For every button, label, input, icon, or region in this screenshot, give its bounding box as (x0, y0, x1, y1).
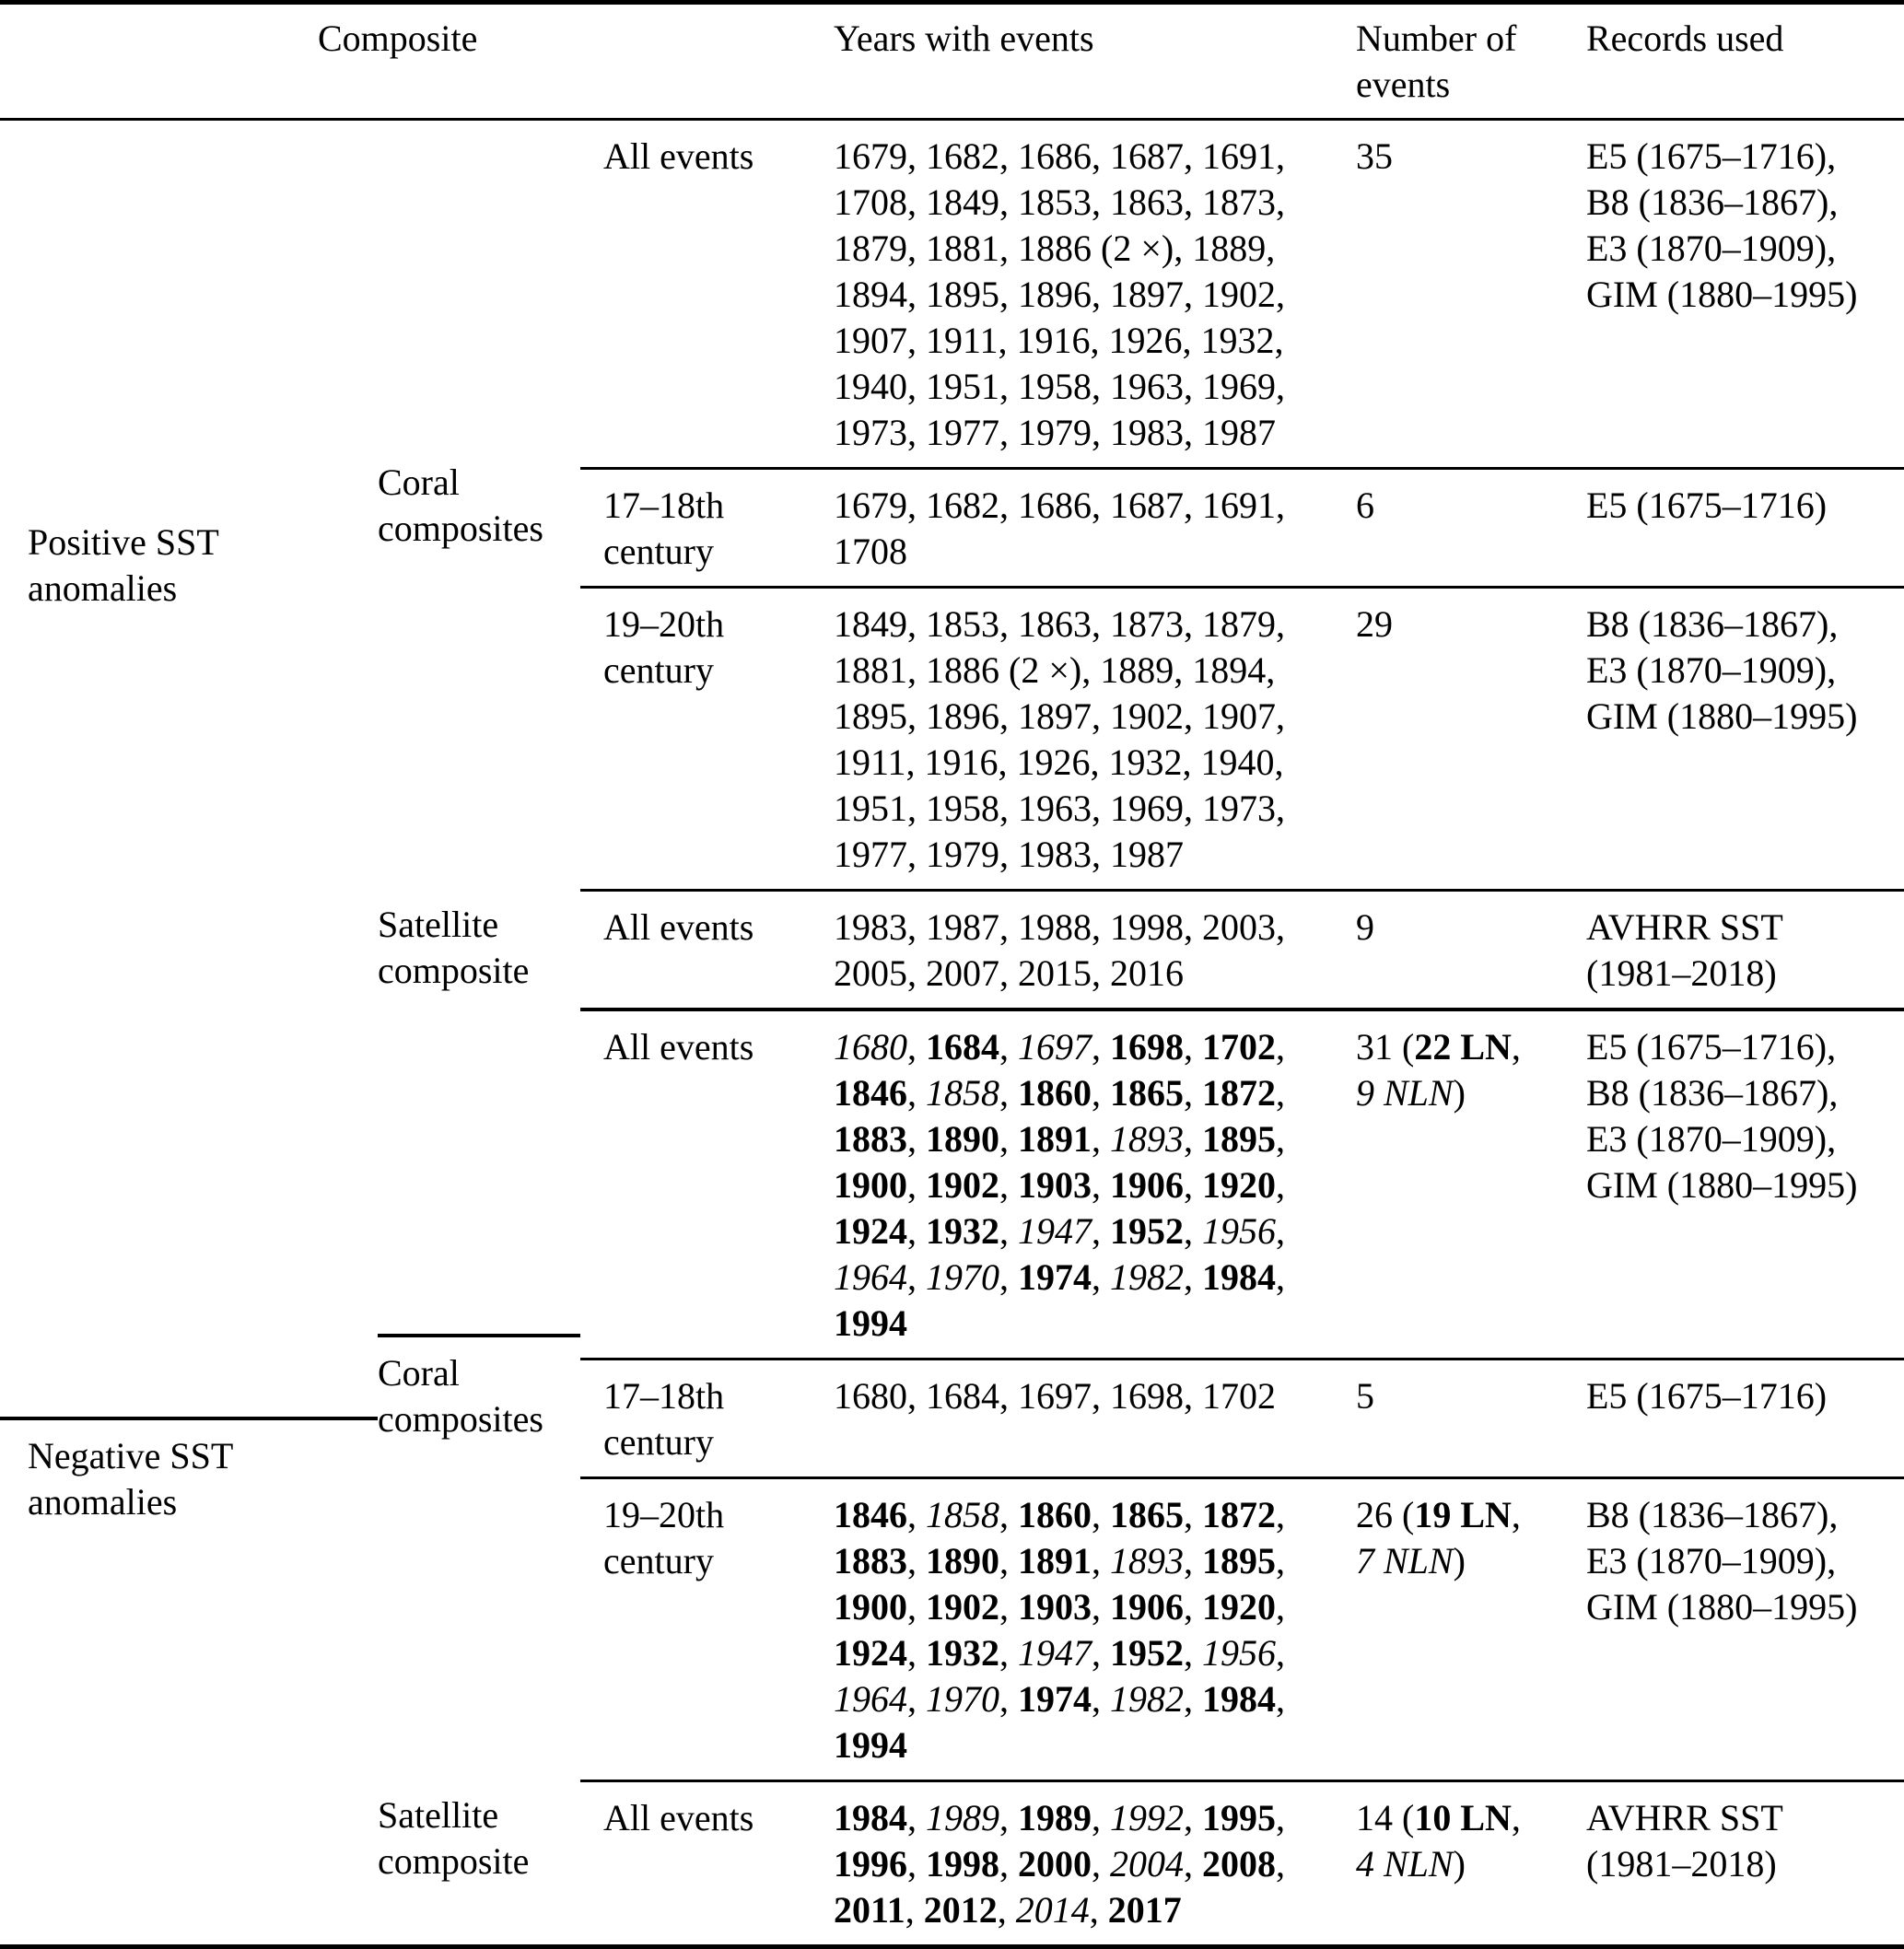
years-cell: 1680, 1684, 1697, 1698, 1702 (834, 1358, 1356, 1476)
table-header (0, 5, 1904, 121)
number-cell: 6 (1356, 467, 1586, 586)
years-cell: 1984, 1989, 1989, 1992, 1995, 1996, 1998, 2000, 2004, 2008, 2011, 2012, 2014, 2017 (834, 1780, 1356, 1944)
number-cell: 29 (1356, 586, 1586, 889)
period-cell: 19–20th century (580, 1476, 834, 1780)
period-cell: All events (580, 1008, 834, 1358)
col-header-number-of-events: Number of events (1356, 18, 1517, 105)
composite-label-coral-negative: Coral composites (378, 1334, 580, 1453)
table-body (0, 121, 1904, 1944)
composite-label-satellite-positive: Satellite composite (378, 904, 530, 991)
period-cell: All events (603, 135, 754, 177)
records-cell: E5 (1675–1716), B8 (1836–1867), E3 (1870–1909), GIM (1880–1995) (1586, 135, 1858, 315)
number-cell: 14 (10 LN, 4 NLN) (1356, 1780, 1586, 1944)
years-cell: 1680, 1684, 1697, 1698, 1702, 1846, 1858, 1860, 1865, 1872, 1883, 1890, 1891, 1893, 1895, 1900, 1902, 1903, 1906, 1920, 1924, 1932, 1947, 1952, 1956, 1964, 1970, 1974, 1982, 1984, 1994 (834, 1008, 1356, 1358)
years-cell: 1983, 1987, 1988, 1998, 2003, 2005, 2007, 2015, 2016 (834, 889, 1356, 1008)
records-cell: AVHRR SST (1981–2018) (1586, 889, 1904, 1008)
composite-label-coral-positive: Coral composites (378, 461, 543, 549)
years-cell: 1679, 1682, 1686, 1687, 1691, 1708, 1849, 1853, 1863, 1873, 1879, 1881, 1886 (2 ×), 1889, 1894, 1895, 1896, 1897, 1902, 1907, 1911, 1916, 1926, 1932, 1940, 1951, 1958, 1963, 1969, 1973, 1977, 1979, 1983, 1987 (834, 135, 1285, 453)
records-cell: E5 (1675–1716) (1586, 1358, 1904, 1476)
number-cell: 26 (19 LN, 7 NLN) (1356, 1476, 1586, 1780)
records-cell: B8 (1836–1867), E3 (1870–1909), GIM (1880–1995) (1586, 1476, 1904, 1780)
number-cell: 31 (22 LN, 9 NLN) (1356, 1008, 1586, 1358)
records-cell: E5 (1675–1716) (1586, 467, 1904, 586)
composite-label-satellite-negative: Satellite composite (378, 1794, 530, 1882)
section-label-negative-sst: Negative SST anomalies (0, 1417, 378, 1536)
number-cell: 9 (1356, 889, 1586, 1008)
period-cell: All events (580, 889, 834, 1008)
col-header-years-with-events: Years with events (834, 18, 1094, 59)
period-cell: 17–18th century (580, 467, 834, 586)
col-header-records-used: Records used (1586, 18, 1784, 59)
years-cell: 1846, 1858, 1860, 1865, 1872, 1883, 1890, 1891, 1893, 1895, 1900, 1902, 1903, 1906, 1920, 1924, 1932, 1947, 1952, 1956, 1964, 1970, 1974, 1982, 1984, 1994 (834, 1476, 1356, 1780)
number-cell: 5 (1356, 1358, 1586, 1476)
period-cell: 19–20th century (580, 586, 834, 889)
records-cell: B8 (1836–1867), E3 (1870–1909), GIM (1880–1995) (1586, 586, 1904, 889)
section-label-positive-sst: Positive SST anomalies (28, 520, 219, 609)
records-cell: AVHRR SST (1981–2018) (1586, 1780, 1904, 1944)
records-cell: E5 (1675–1716), B8 (1836–1867), E3 (1870–1909), GIM (1880–1995) (1586, 1008, 1904, 1358)
period-cell: All events (580, 1780, 834, 1944)
col-header-composite: Composite (318, 18, 478, 59)
period-cell: 17–18th century (580, 1358, 834, 1476)
years-cell: 1679, 1682, 1686, 1687, 1691, 1708 (834, 467, 1356, 586)
years-cell: 1849, 1853, 1863, 1873, 1879, 1881, 1886 (2 ×), 1889, 1894, 1895, 1896, 1897, 1902, 1907, 1911, 1916, 1926, 1932, 1940, 1951, 1958, 1963, 1969, 1973, 1977, 1979, 1983, 1987 (834, 586, 1356, 889)
number-cell: 35 (1356, 135, 1393, 177)
